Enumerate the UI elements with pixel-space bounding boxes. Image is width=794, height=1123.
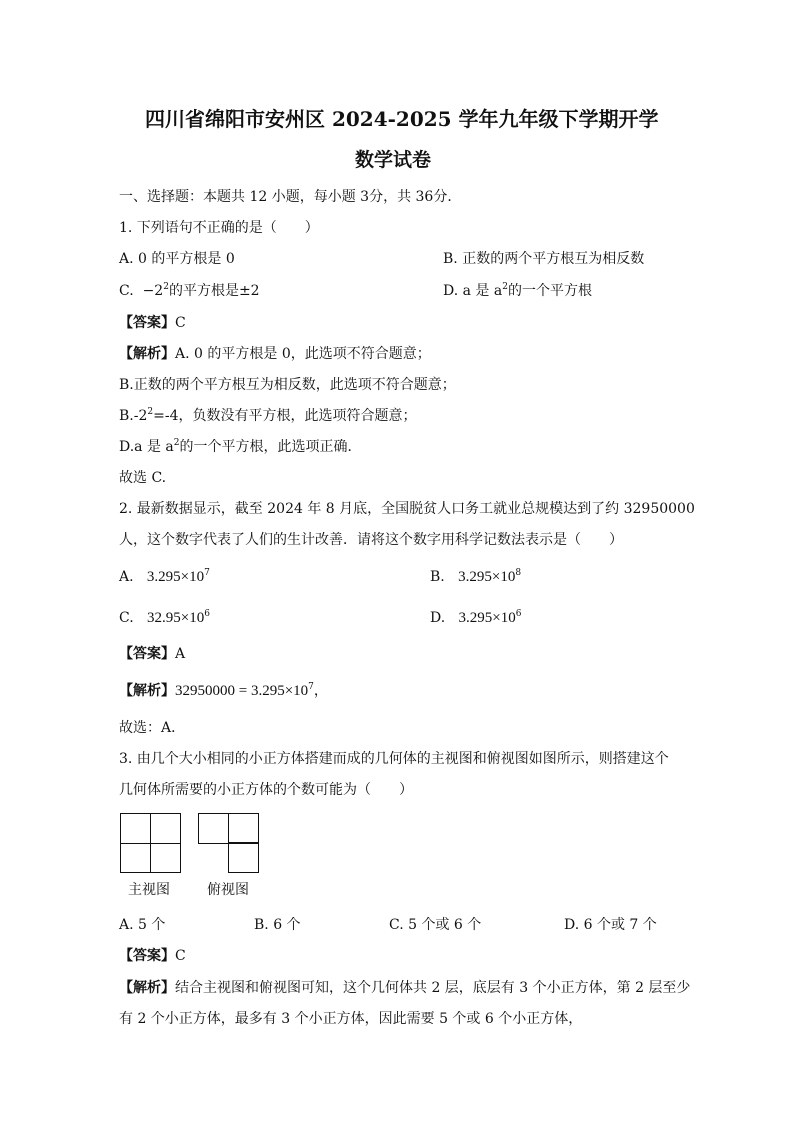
q3-answer [119, 947, 186, 965]
option-label: A. [119, 569, 134, 585]
answer-tag: 【答案】 [119, 646, 175, 662]
exponent: 2 [163, 282, 169, 292]
exponent: 6 [204, 609, 210, 619]
q3-option-a: A. 5 个 [119, 917, 166, 933]
option-label: B. [430, 569, 445, 585]
q1-answer [119, 314, 186, 332]
q1-analysis-line-1 [119, 345, 431, 363]
q1-analysis-line-2: B.正数的两个平方根互为相反数，此选项不符合题意； [119, 377, 456, 393]
answer-value: C [175, 948, 186, 964]
q1-option-c [119, 282, 260, 300]
q2-option-d [430, 609, 522, 627]
analysis-text: 结合主视图和俯视图可知，这个几何体共 2 层，底层有 3 个小正方体，第 2 层至少 [175, 980, 691, 996]
exponent: 2 [147, 407, 154, 417]
front-view-label: 主视图 [128, 882, 170, 898]
q3-option-d: D. 6 个或 7 个 [564, 917, 657, 933]
analysis-tag: 【解析】 [119, 980, 175, 996]
option-value: 3.295×10 [146, 569, 205, 585]
exponent: 7 [204, 568, 210, 578]
q1-stem: 1. 下列语句不正确的是（ ） [119, 220, 319, 236]
q2-option-c [119, 609, 210, 627]
option-label: D. [430, 610, 446, 626]
analysis-tag: 【解析】 [119, 346, 175, 362]
option-text: 的平方根是±2 [168, 283, 260, 299]
analysis-text: 的一个平方根，此选项正确． [179, 439, 362, 455]
analysis-text: A. 0 的平方根是 0，此选项不符合题意； [175, 346, 431, 362]
q2-conclusion: 故选：A． [119, 720, 186, 736]
q1-analysis-line-4 [119, 438, 362, 456]
q1-option-d [443, 282, 592, 300]
exponent: 2 [173, 438, 180, 448]
option-text: 的一个平方根 [507, 283, 592, 299]
analysis-text: B.-2 [119, 408, 148, 424]
option-label: C. [119, 610, 134, 626]
q2-analysis [119, 682, 328, 700]
q3-option-b: B. 6 个 [254, 917, 301, 933]
exponent: 2 [502, 282, 508, 292]
exponent: 7 [308, 682, 314, 692]
top-view-lower-square [228, 842, 259, 873]
answer-value: C [175, 315, 186, 331]
q2-option-b [430, 568, 521, 586]
answer-value: A [175, 646, 186, 662]
analysis-text: =-4，负数没有平方根，此选项符合题意； [153, 408, 417, 424]
option-label: C. [119, 283, 134, 299]
q2-answer [119, 645, 185, 663]
section-heading: 一、选择题：本题共 12 小题，每小题 3分，共 36分． [119, 189, 462, 205]
q3-stem-line-1: 3. 由几个大小相同的小正方体搭建而成的几何体的主视图和俯视图如图所示，则搭建这个 [119, 751, 669, 767]
q2-option-a [119, 568, 210, 586]
document-subtitle: 数学试卷 [355, 149, 432, 171]
analysis-equation: 32950000 = 3.295×10 [175, 683, 309, 699]
q1-conclusion: 故选 C. [119, 470, 167, 486]
option-value: 32.95×10 [147, 610, 205, 626]
exponent: 6 [515, 609, 522, 619]
document-title: 四川省绵阳市安州区 2024-2025 学年九年级下学期开学 [145, 107, 659, 131]
exponent: 8 [515, 568, 522, 578]
q1-option-b: B. 正数的两个平方根互为相反数 [443, 251, 645, 267]
answer-tag: 【答案】 [119, 948, 175, 964]
q3-analysis-line-1 [119, 979, 690, 997]
answer-tag: 【答案】 [119, 315, 175, 331]
q2-stem-line-1: 2. 最新数据显示，截至 2024 年 8 月底，全国脱贫人口务工就业总规模达到了约 32950000 [119, 501, 695, 517]
option-text: −2 [142, 283, 164, 299]
option-value: 3.295×10 [458, 569, 516, 585]
q1-option-a: A. 0 的平方根是 0 [119, 251, 235, 267]
analysis-tag: 【解析】 [119, 683, 175, 699]
grid-line [120, 843, 181, 844]
option-text: D. a 是 a [443, 283, 503, 299]
q3-stem-line-2: 几何体所需要的小正方体的个数可能为（ ） [119, 782, 413, 798]
q3-analysis-line-2: 有 2 个小正方体，最多有 3 个小正方体，因此需要 5 个或 6 个小正方体， [119, 1011, 583, 1027]
option-value: 3.295×10 [458, 610, 516, 626]
q1-analysis-line-3 [119, 407, 417, 425]
q2-stem-line-2: 人，这个数字代表了人们的生计改善．请将这个数字用科学记数法表示是（ ） [119, 532, 623, 548]
q3-option-c: C. 5 个或 6 个 [389, 917, 482, 933]
top-view-label: 俯视图 [207, 882, 249, 898]
analysis-text: D.a 是 a [119, 439, 174, 455]
analysis-text: ， [313, 683, 328, 699]
